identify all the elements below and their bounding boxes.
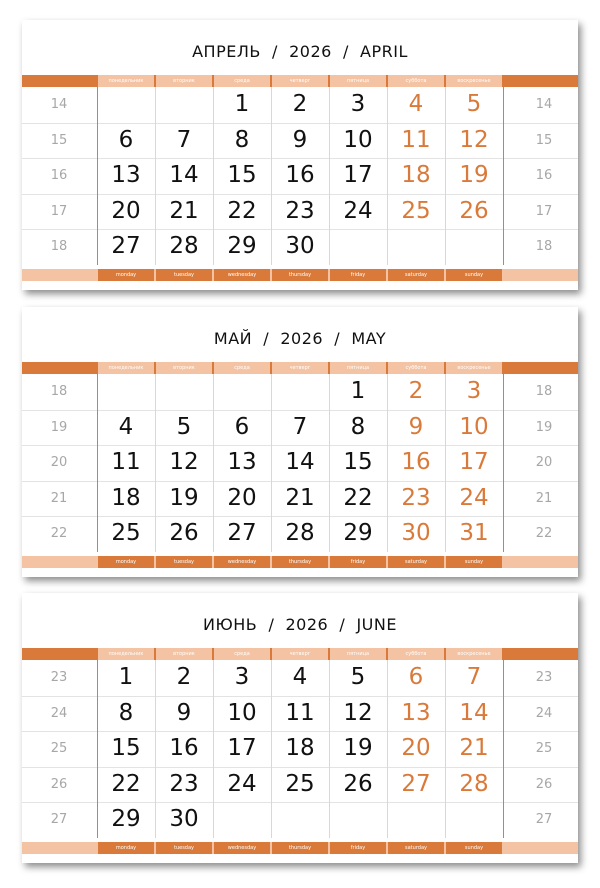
day-cell[interactable]: 13	[401, 699, 431, 726]
day-grid	[22, 374, 578, 556]
day-cell[interactable]: 20	[227, 484, 257, 511]
weekday-label-ru: понедельник	[98, 362, 154, 374]
day-cell[interactable]: 25	[111, 520, 141, 547]
week-number: 20	[50, 455, 68, 471]
week-number: 24	[50, 705, 68, 721]
weekday-label-en: tuesday	[156, 842, 212, 854]
month-title: МАЙ / 2026 / MAY	[213, 329, 387, 348]
month-title: АПРЕЛЬ / 2026 / APRIL	[192, 42, 408, 61]
row-divider	[22, 802, 578, 803]
day-cell[interactable]: 2	[408, 378, 424, 404]
weekday-label-en: sunday	[446, 556, 502, 568]
day-cell[interactable]: 24	[459, 484, 489, 511]
row-divider	[22, 158, 578, 159]
day-cell[interactable]: 4	[292, 664, 308, 690]
day-cell[interactable]: 21	[285, 484, 315, 511]
week-number: 15	[50, 132, 68, 148]
day-cell[interactable]: 3	[350, 91, 366, 117]
weekday-label-en: wednesday	[214, 269, 270, 281]
day-cell[interactable]: 27	[227, 520, 257, 547]
weekday-label-ru: четверг	[272, 75, 328, 87]
day-cell[interactable]: 29	[343, 520, 373, 547]
weekday-label-ru: пятница	[330, 75, 386, 87]
day-cell[interactable]: 2	[176, 664, 192, 690]
day-cell[interactable]: 21	[169, 197, 199, 224]
row-divider	[22, 194, 578, 195]
day-cell[interactable]: 22	[111, 770, 141, 797]
weekday-label-ru: вторник	[156, 362, 212, 374]
weekday-header-bar	[22, 648, 578, 660]
month-block	[22, 307, 578, 577]
weekday-label-ru: воскресенье	[446, 75, 502, 87]
day-cell[interactable]: 23	[401, 484, 431, 511]
week-number: 26	[535, 776, 553, 792]
row-divider	[22, 410, 578, 411]
day-cell[interactable]: 18	[285, 735, 315, 762]
day-cell[interactable]: 12	[459, 126, 489, 153]
day-cell[interactable]: 26	[169, 520, 199, 547]
weekday-label-en: sunday	[446, 269, 502, 281]
day-cell[interactable]: 8	[118, 699, 134, 726]
weekday-label-en: friday	[330, 842, 386, 854]
weekday-label-en: thursday	[272, 842, 328, 854]
weekday-label-en: saturday	[388, 842, 444, 854]
week-number: 19	[50, 419, 68, 435]
day-cell[interactable]: 13	[227, 449, 257, 476]
day-cell[interactable]: 22	[343, 484, 373, 511]
day-cell[interactable]: 29	[227, 233, 257, 260]
day-cell[interactable]: 26	[343, 770, 373, 797]
day-cell[interactable]: 31	[459, 520, 489, 547]
weekday-label-en: thursday	[272, 556, 328, 568]
week-number: 21	[535, 490, 553, 506]
week-number: 22	[535, 526, 553, 542]
day-cell[interactable]: 15	[343, 449, 373, 476]
day-cell[interactable]: 14	[459, 699, 489, 726]
weekday-label-en: friday	[330, 269, 386, 281]
day-cell[interactable]: 16	[401, 449, 431, 476]
day-cell[interactable]: 15	[111, 735, 141, 762]
weekday-label-en: thursday	[272, 269, 328, 281]
row-divider	[22, 481, 578, 482]
week-number: 23	[535, 670, 553, 685]
week-number: 24	[535, 705, 553, 721]
day-cell[interactable]: 10	[343, 126, 373, 153]
day-cell[interactable]: 17	[459, 449, 489, 476]
day-cell[interactable]: 11	[401, 126, 431, 153]
weekday-label-ru: среда	[214, 75, 270, 87]
weekday-header-bar	[22, 75, 578, 87]
day-cell[interactable]: 23	[285, 197, 315, 224]
weekday-label-ru: пятница	[330, 648, 386, 660]
weekday-label-en: wednesday	[214, 556, 270, 568]
day-grid	[22, 660, 578, 842]
day-cell[interactable]: 19	[169, 484, 199, 511]
weekday-label-ru: понедельник	[98, 75, 154, 87]
day-cell[interactable]: 13	[111, 162, 141, 189]
day-cell[interactable]: 20	[111, 197, 141, 224]
day-cell[interactable]: 14	[169, 162, 199, 189]
week-number: 18	[535, 239, 553, 255]
day-cell[interactable]: 21	[459, 735, 489, 762]
day-cell[interactable]: 24	[343, 197, 373, 224]
day-cell[interactable]: 25	[401, 197, 431, 224]
day-cell[interactable]: 12	[343, 699, 373, 726]
weekday-label-ru: среда	[214, 362, 270, 374]
day-cell[interactable]: 4	[118, 413, 134, 440]
weekday-label-en: tuesday	[156, 269, 212, 281]
day-cell[interactable]: 10	[227, 699, 257, 726]
day-cell[interactable]: 5	[466, 91, 482, 117]
day-cell[interactable]: 8	[234, 126, 250, 153]
day-cell[interactable]: 3	[234, 664, 250, 690]
day-grid	[22, 87, 578, 269]
weekday-label-ru: четверг	[272, 648, 328, 660]
day-cell[interactable]: 14	[285, 449, 315, 476]
weekday-label-en: friday	[330, 556, 386, 568]
week-number: 25	[535, 741, 553, 757]
day-cell[interactable]: 12	[169, 449, 199, 476]
week-number: 14	[535, 97, 553, 112]
weekday-label-ru: вторник	[156, 648, 212, 660]
day-cell[interactable]: 27	[401, 770, 431, 797]
weekday-label-ru: воскресенье	[446, 362, 502, 374]
row-divider	[22, 445, 578, 446]
day-cell[interactable]: 18	[111, 484, 141, 511]
day-cell[interactable]: 7	[176, 126, 192, 153]
day-cell[interactable]: 28	[169, 233, 199, 260]
week-number: 16	[50, 168, 68, 184]
day-cell[interactable]: 7	[292, 413, 308, 440]
day-cell[interactable]: 25	[285, 770, 315, 797]
row-divider	[22, 731, 578, 732]
day-cell[interactable]: 18	[401, 162, 431, 189]
day-cell[interactable]: 30	[169, 806, 199, 833]
day-cell[interactable]: 26	[459, 197, 489, 224]
day-cell[interactable]: 9	[292, 126, 308, 153]
weekday-label-ru: суббота	[388, 648, 444, 660]
day-cell[interactable]: 28	[459, 770, 489, 797]
day-cell[interactable]: 19	[459, 162, 489, 189]
week-number: 26	[50, 776, 68, 792]
weekday-label-en: saturday	[388, 269, 444, 281]
week-number: 22	[50, 526, 68, 542]
weekday-label-ru: пятница	[330, 362, 386, 374]
day-cell[interactable]: 6	[408, 664, 424, 690]
day-cell[interactable]: 23	[169, 770, 199, 797]
week-number: 17	[50, 203, 68, 219]
row-divider	[22, 767, 578, 768]
day-cell[interactable]: 11	[111, 449, 141, 476]
day-cell[interactable]: 5	[176, 413, 192, 440]
weekday-label-ru: четверг	[272, 362, 328, 374]
row-divider	[22, 123, 578, 124]
weekday-label-ru: воскресенье	[446, 648, 502, 660]
day-cell[interactable]: 19	[343, 735, 373, 762]
weekday-label-ru: суббота	[388, 75, 444, 87]
day-cell[interactable]: 8	[350, 413, 366, 440]
day-cell[interactable]: 1	[118, 664, 134, 690]
day-cell[interactable]: 17	[343, 162, 373, 189]
week-number: 18	[50, 384, 68, 399]
weekday-label-en: tuesday	[156, 556, 212, 568]
weekday-label-ru: среда	[214, 648, 270, 660]
row-divider	[22, 229, 578, 230]
weekday-header-bar	[22, 362, 578, 374]
day-cell[interactable]: 29	[111, 806, 141, 833]
day-cell[interactable]: 16	[285, 162, 315, 189]
week-number: 19	[535, 419, 553, 435]
week-number: 23	[50, 670, 68, 685]
row-divider	[22, 516, 578, 517]
day-cell[interactable]: 11	[285, 699, 315, 726]
weekday-footer-bar	[22, 556, 578, 568]
week-number: 17	[535, 203, 553, 219]
weekday-footer-bar	[22, 842, 578, 854]
week-number: 14	[50, 97, 68, 112]
day-cell[interactable]: 1	[234, 91, 250, 117]
day-cell[interactable]: 4	[408, 91, 424, 117]
day-cell[interactable]: 3	[466, 378, 482, 404]
week-number: 25	[50, 741, 68, 757]
weekday-label-ru: понедельник	[98, 648, 154, 660]
month-title: ИЮНЬ / 2026 / JUNE	[203, 615, 397, 634]
week-number: 18	[50, 239, 68, 255]
day-cell[interactable]: 1	[350, 378, 366, 404]
weekday-label-en: saturday	[388, 556, 444, 568]
day-cell[interactable]: 20	[401, 735, 431, 762]
day-cell[interactable]: 22	[227, 197, 257, 224]
day-cell[interactable]: 6	[234, 413, 250, 440]
day-cell[interactable]: 27	[111, 233, 141, 260]
weekday-label-ru: вторник	[156, 75, 212, 87]
column-divider	[503, 374, 504, 552]
weekday-label-ru: суббота	[388, 362, 444, 374]
day-cell[interactable]: 30	[285, 233, 315, 260]
day-cell[interactable]: 16	[169, 735, 199, 762]
day-cell[interactable]: 15	[227, 162, 257, 189]
month-block	[22, 20, 578, 290]
weekday-label-en: wednesday	[214, 842, 270, 854]
week-number: 15	[535, 132, 553, 148]
day-cell[interactable]: 2	[292, 91, 308, 117]
week-number: 21	[50, 490, 68, 506]
week-number: 27	[535, 812, 553, 828]
day-cell[interactable]: 5	[350, 664, 366, 690]
weekday-footer-bar	[22, 269, 578, 281]
week-number: 18	[535, 384, 553, 399]
week-number: 27	[50, 812, 68, 828]
day-cell[interactable]: 28	[285, 520, 315, 547]
day-cell[interactable]: 7	[466, 664, 482, 690]
column-divider	[503, 660, 504, 838]
week-number: 16	[535, 168, 553, 184]
day-cell[interactable]: 6	[118, 126, 134, 153]
weekday-label-en: monday	[98, 842, 154, 854]
week-number: 20	[535, 455, 553, 471]
day-cell[interactable]: 9	[176, 699, 192, 726]
weekday-label-en: monday	[98, 269, 154, 281]
column-divider	[503, 87, 504, 265]
row-divider	[22, 696, 578, 697]
day-cell[interactable]: 9	[408, 413, 424, 440]
weekday-label-en: monday	[98, 556, 154, 568]
day-cell[interactable]: 30	[401, 520, 431, 547]
day-cell[interactable]: 17	[227, 735, 257, 762]
day-cell[interactable]: 24	[227, 770, 257, 797]
weekday-label-en: sunday	[446, 842, 502, 854]
day-cell[interactable]: 10	[459, 413, 489, 440]
month-block	[22, 593, 578, 863]
